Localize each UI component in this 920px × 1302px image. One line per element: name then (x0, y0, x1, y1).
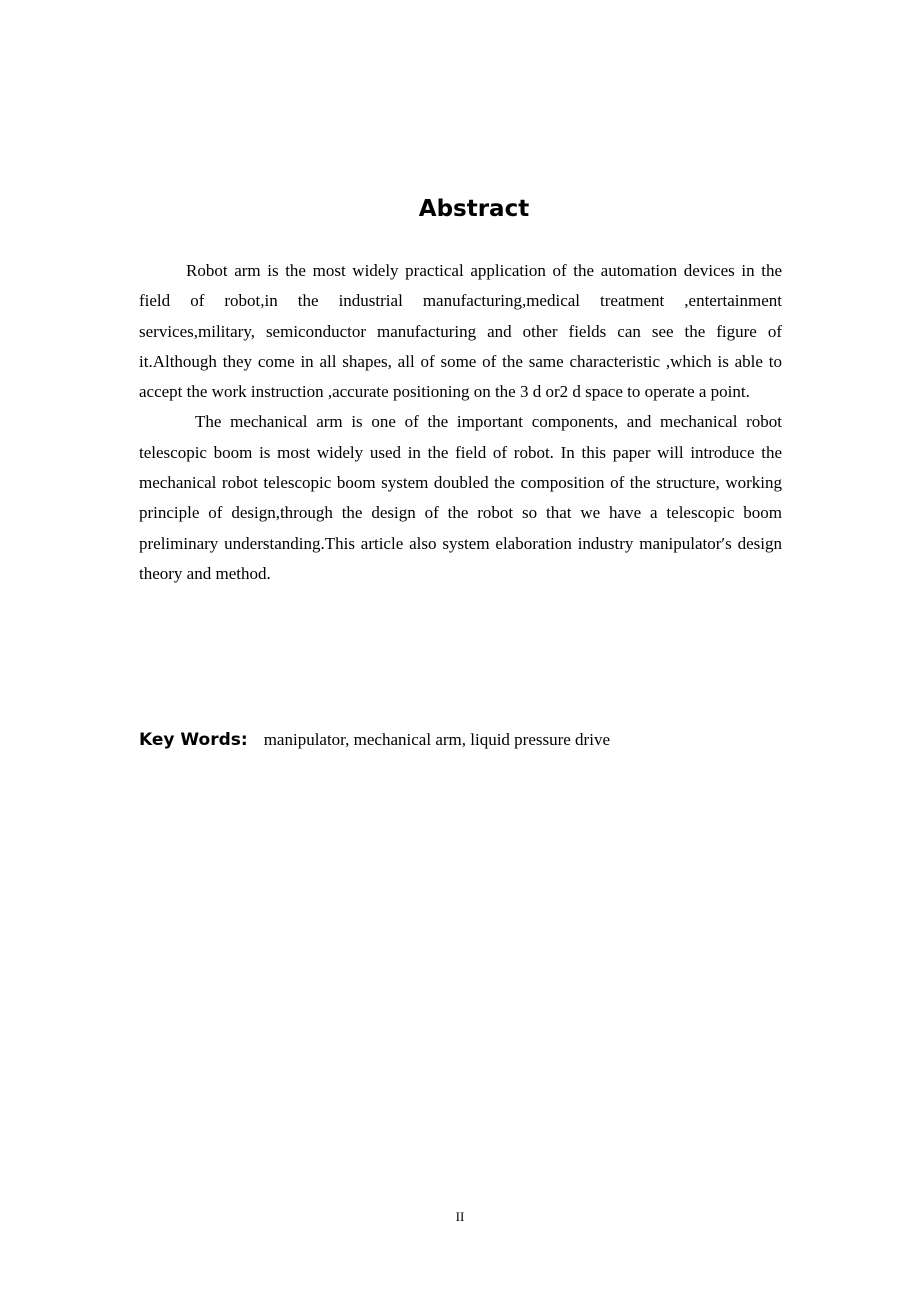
page-number: II (455, 1209, 465, 1224)
abstract-body (139, 256, 782, 589)
keywords-value: manipulator, mechanical arm, liquid pressure drive (263, 730, 610, 749)
abstract-paragraph-2: The mechanical arm is one of the important components, and mechanical robot telescopic boom is most widely used in the field of robot. In this paper will introduce the mechanical robot telescopic boom system doubled the composition of the structure, working principle of design,through the design of the robot so that we have a telescopic boom preliminary understanding.This article also system elaboration industry manipulator′s design theory and method. (139, 412, 782, 583)
abstract-paragraph-1: Robot arm is the most widely practical application of the automation devices in the field of robot,in the industrial manufacturing,medical treatment ,entertainment services,military, semiconductor manufacturing and other fields can see the figure of it.Although they come in all shapes, all of some of the same characteristic ,which is able to accept the work instruction ,accurate positioning on the 3 d or2 d space to operate a point. (139, 261, 782, 402)
abstract-title: Abstract (418, 196, 530, 222)
keywords-line (139, 726, 839, 755)
keywords-label: Key Words: (139, 730, 248, 750)
